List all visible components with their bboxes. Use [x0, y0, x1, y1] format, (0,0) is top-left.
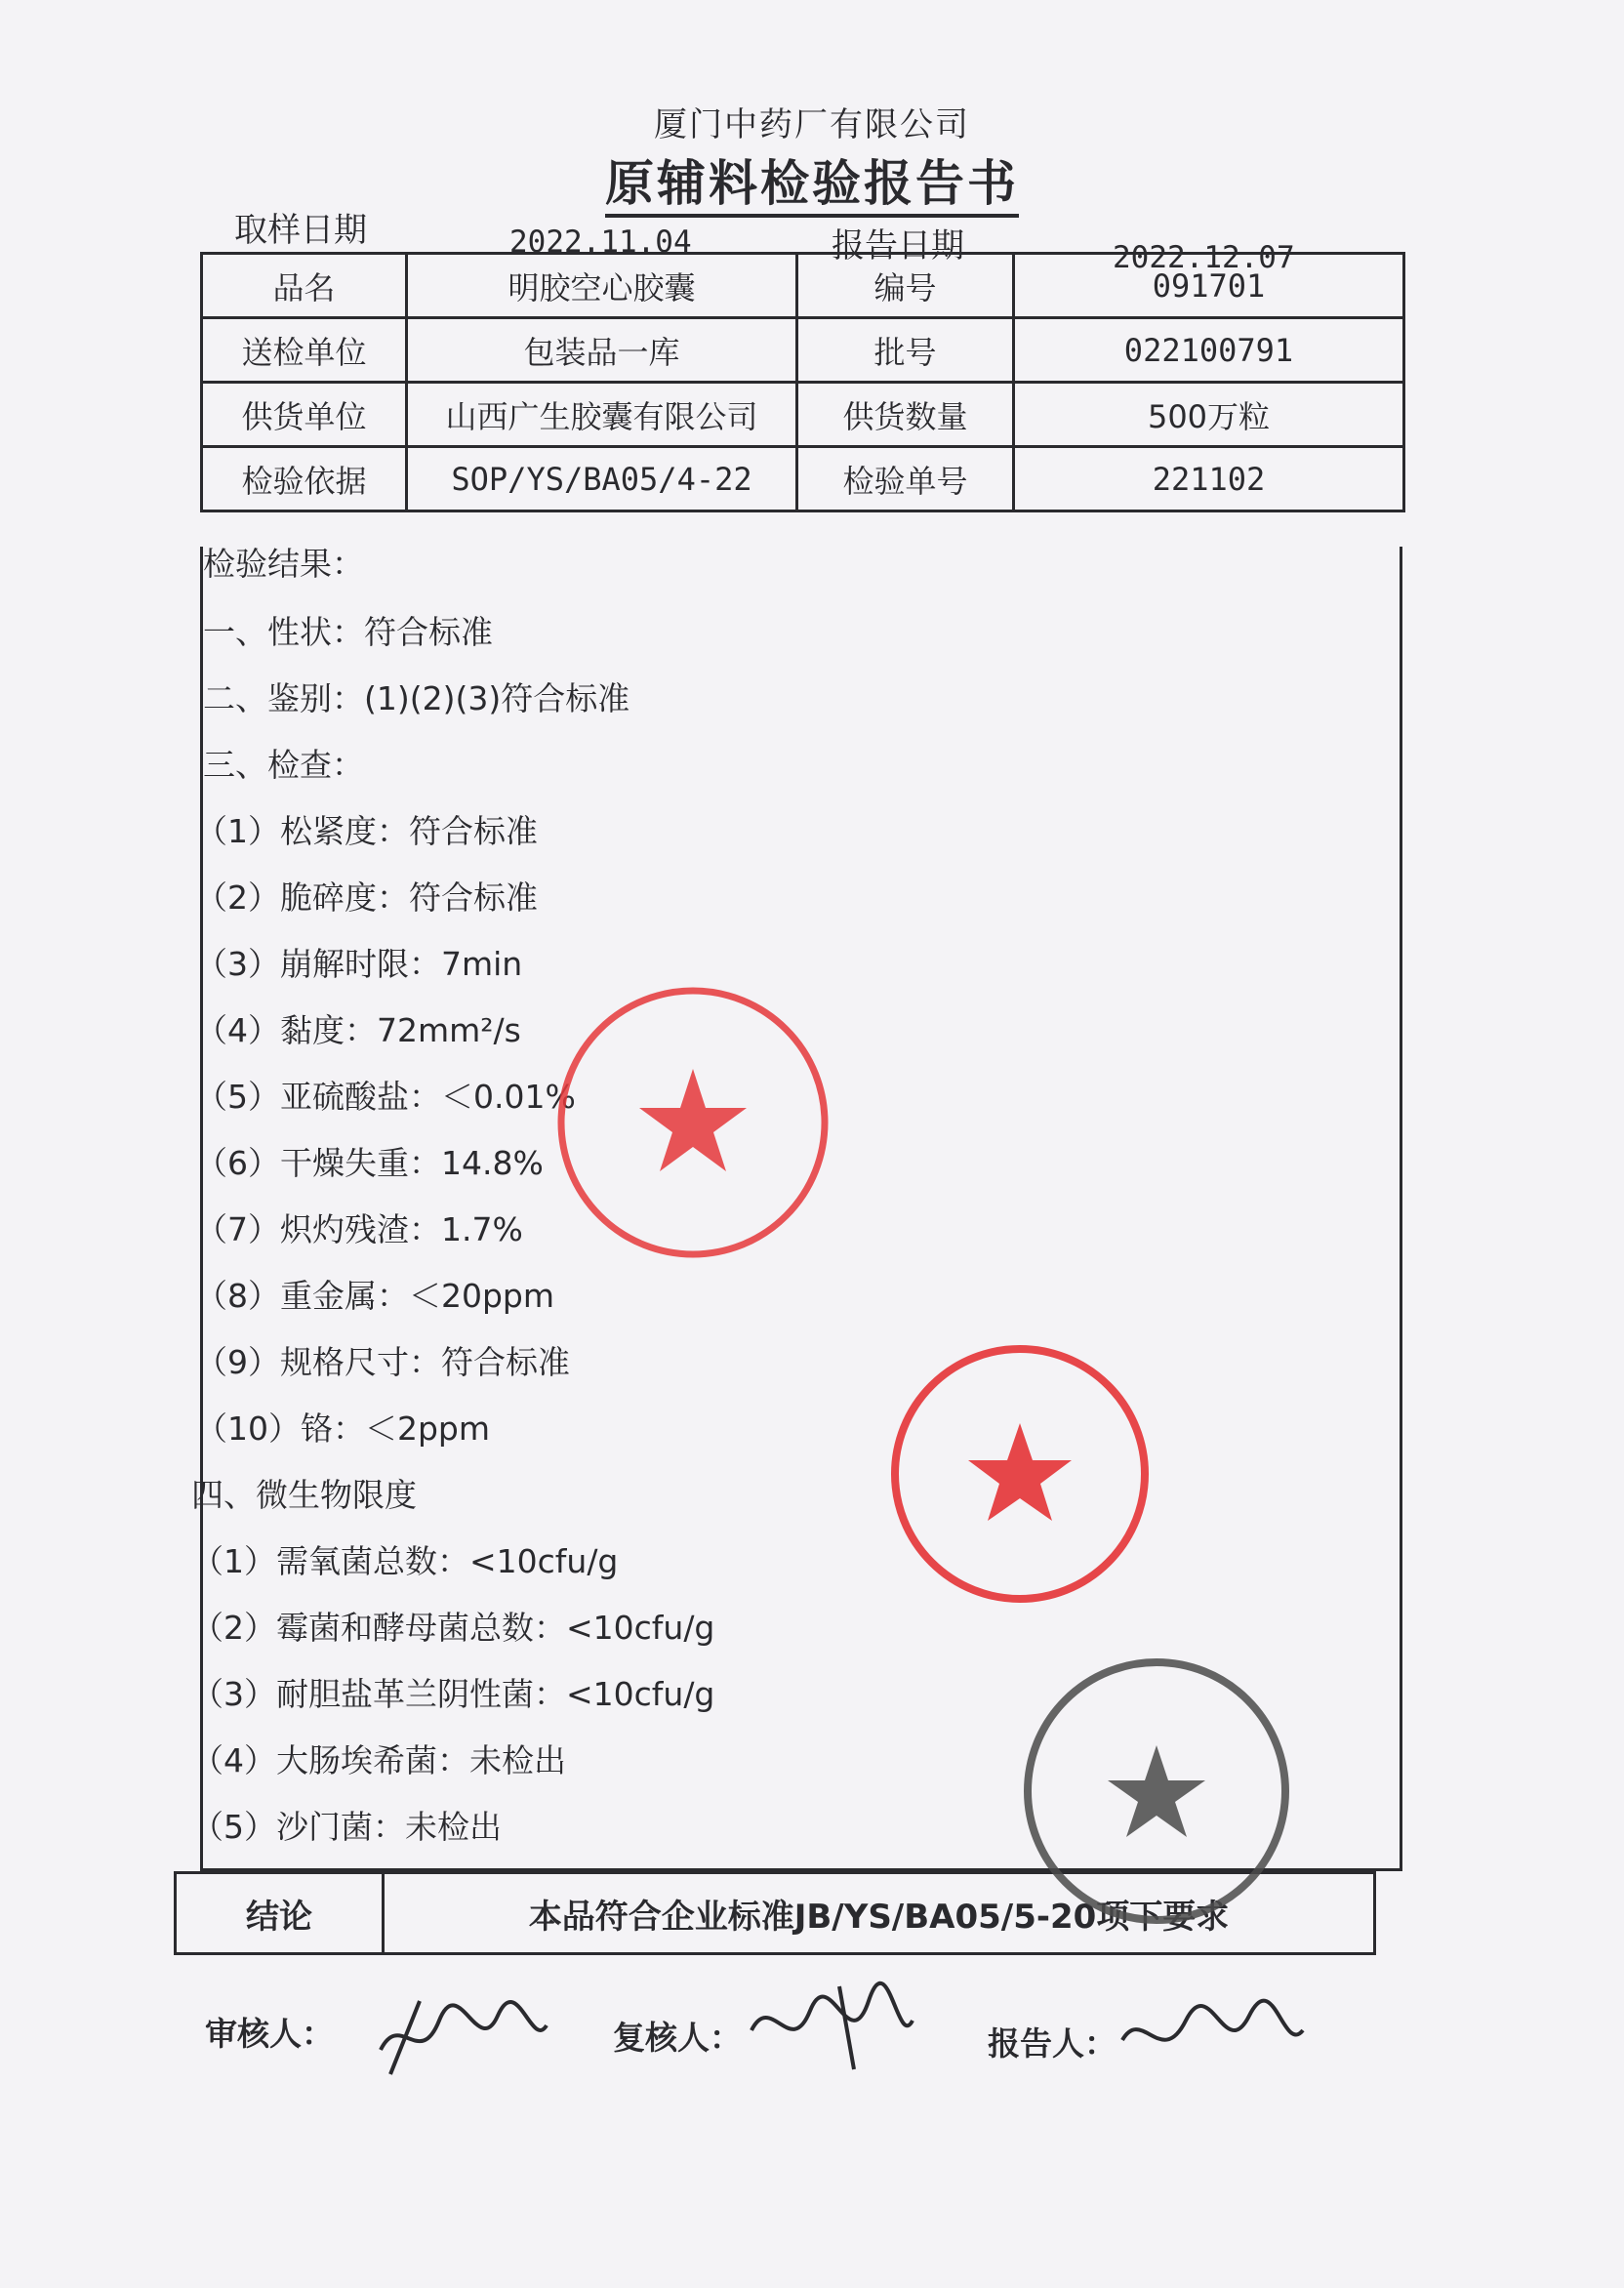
- result-item: （1）松紧度：符合标准: [195, 812, 538, 850]
- result-item: （8）重金属：＜20ppm: [195, 1277, 555, 1315]
- reporter-label: 报告人：: [988, 2024, 1116, 2063]
- conclusion-label: 结论: [177, 1874, 385, 1952]
- rechecker-signature: [742, 1972, 917, 2079]
- qc-stamp-gray: [1015, 1650, 1298, 1933]
- result-item: （2）霉菌和酵母菌总数：<10cfu/g: [191, 1609, 715, 1647]
- company-name: 厦门中药厂有限公司: [654, 105, 970, 144]
- result-item: （1）需氧菌总数：<10cfu/g: [191, 1542, 619, 1580]
- result-item: （4）大肠埃希菌：未检出: [191, 1741, 566, 1779]
- batch-label: 批号: [797, 318, 1014, 383]
- star-icon: [968, 1423, 1072, 1521]
- reviewer-signature: [361, 1982, 556, 2079]
- result-item: （5）亚硫酸盐：＜0.01%: [195, 1078, 576, 1116]
- result-item: （9）规格尺寸：符合标准: [195, 1343, 570, 1381]
- info-table: [200, 252, 1405, 512]
- supplier-label: 供货单位: [202, 383, 407, 447]
- supplier-stamp: [547, 976, 839, 1269]
- result-item: （2）脆碎度：符合标准: [195, 878, 538, 917]
- result-item: （7）炽灼残渣：1.7%: [195, 1210, 523, 1248]
- result-item: （6）干燥失重：14.8%: [195, 1144, 544, 1182]
- code-label: 编号: [797, 254, 1014, 318]
- result-item: （5）沙门菌：未检出: [191, 1808, 502, 1846]
- name-label: 品名: [202, 254, 407, 318]
- result-item: 三、检查：: [203, 746, 364, 784]
- result-item: 四、微生物限度: [191, 1476, 417, 1514]
- supplier-value: 山西广生胶囊有限公司: [407, 383, 797, 447]
- basis-value: SOP/YS/BA05/4-22: [407, 447, 797, 511]
- name-value: 明胶空心胶囊: [407, 254, 797, 318]
- sampling-date-label: 取样日期: [234, 211, 367, 250]
- reporter-signature: [1113, 1991, 1308, 2079]
- qty-label: 供货数量: [797, 383, 1014, 447]
- code-value: 091701: [1014, 254, 1404, 318]
- result-item: （10）铬：＜2ppm: [195, 1410, 491, 1448]
- report-date-value: 2022.12.07: [1113, 240, 1295, 275]
- reviewer-label: 审核人：: [205, 2015, 334, 2053]
- dept-label: 送检单位: [202, 318, 407, 383]
- result-item: （4）黏度：72mm²/s: [195, 1011, 521, 1049]
- testno-label: 检验单号: [797, 447, 1014, 511]
- batch-value: 022100791: [1014, 318, 1404, 383]
- basis-label: 检验依据: [202, 447, 407, 511]
- conclusion-text: 本品符合企业标准JB/YS/BA05/5-20项下要求: [528, 1897, 1230, 1937]
- results-heading: 检验结果：: [203, 545, 364, 583]
- dept-value: 包装品一库: [407, 318, 797, 383]
- report-date-label: 报告日期: [832, 226, 964, 266]
- document-title: 原辅料检验报告书: [0, 144, 1624, 215]
- sampling-date-value: 2022.11.04: [509, 225, 692, 260]
- qc-stamp-red: [883, 1337, 1157, 1611]
- rechecker-label: 复核人：: [613, 2019, 742, 2057]
- star-icon: [1108, 1745, 1205, 1837]
- qty-value: 500万粒: [1014, 383, 1404, 447]
- result-item: （3）耐胆盐革兰阴性菌：<10cfu/g: [191, 1675, 715, 1713]
- result-item: 二、鉴别：(1)(2)(3)符合标准: [203, 679, 630, 717]
- testno-value: 221102: [1014, 447, 1404, 511]
- result-item: 一、性状：符合标准: [203, 613, 493, 651]
- result-item: （3）崩解时限：7min: [195, 945, 523, 983]
- star-icon: [639, 1069, 747, 1171]
